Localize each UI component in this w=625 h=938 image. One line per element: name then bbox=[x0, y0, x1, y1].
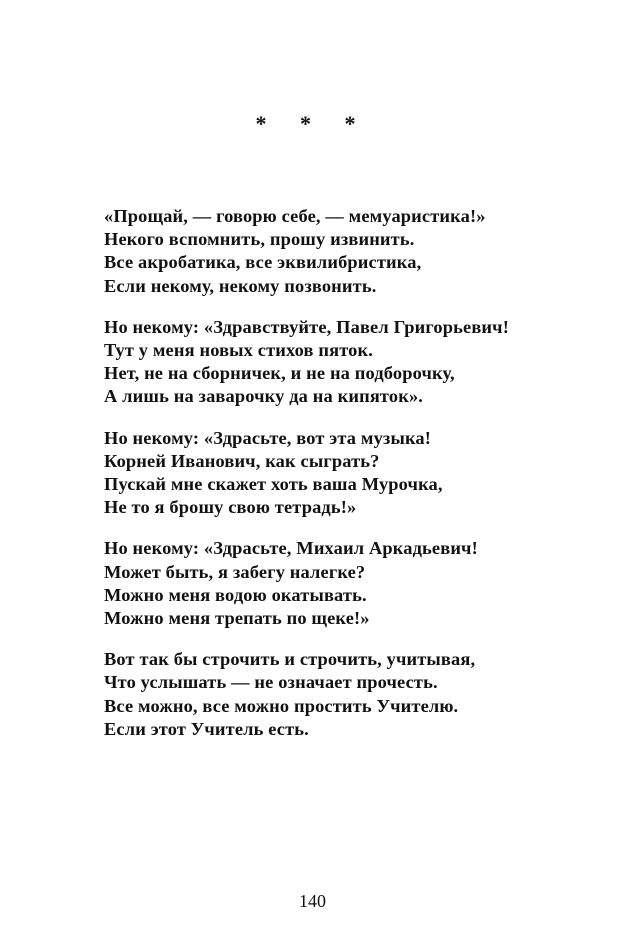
page-number: 140 bbox=[299, 891, 326, 911]
section-separator: * * * bbox=[255, 111, 370, 136]
poem-line: Некого вспомнить, прошу извинить. bbox=[104, 229, 415, 250]
poem-line: Если этот Учитель есть. bbox=[104, 718, 309, 739]
poem-line: Можно меня водою окатывать. bbox=[104, 584, 367, 605]
poem-line: Все можно, все можно простить Учителю. bbox=[104, 695, 459, 716]
poem-line: Вот так бы строчить и строчить, учитывая, bbox=[104, 649, 476, 670]
stanza bbox=[104, 648, 534, 741]
poem-line: Пускай мне скажет хоть ваша Мурочка, bbox=[104, 474, 443, 495]
poem-line: Если некому, некому позвонить. bbox=[104, 275, 377, 296]
stanza bbox=[104, 537, 534, 630]
poem-line: Может быть, я забегу налегке? bbox=[104, 561, 366, 582]
poem-line: Тут у меня новых стихов пяток. bbox=[104, 340, 373, 361]
poem-line: Но некому: «Здрасьте, вот эта музыка! bbox=[104, 427, 432, 448]
poem-line: Не то я брошу свою тетрадь!» bbox=[104, 497, 357, 518]
poem-line: Что услышать — не означает прочесть. bbox=[104, 672, 438, 693]
poem bbox=[104, 205, 534, 741]
poem-line: «Прощай, — говорю себе, — мемуаристика!» bbox=[104, 206, 486, 226]
stanza bbox=[104, 316, 534, 409]
poem-line: А лишь на заварочку да на кипяток». bbox=[104, 386, 424, 407]
poem-line: Все акробатика, все эквилибристика, bbox=[104, 252, 422, 273]
poem-line: Можно меня трепать по щеке!» bbox=[104, 608, 370, 629]
poem-line: Корней Иванович, как сыграть? bbox=[104, 450, 380, 471]
poem-line: Но некому: «Здравствуйте, Павел Григорьевич! bbox=[104, 316, 509, 337]
poem-line: Нет, не на сборничек, и не на подборочку, bbox=[104, 363, 455, 384]
stanza bbox=[104, 205, 534, 298]
stanza bbox=[104, 427, 534, 520]
poem-line: Но некому: «Здрасьте, Михаил Аркадьевич! bbox=[104, 538, 478, 559]
